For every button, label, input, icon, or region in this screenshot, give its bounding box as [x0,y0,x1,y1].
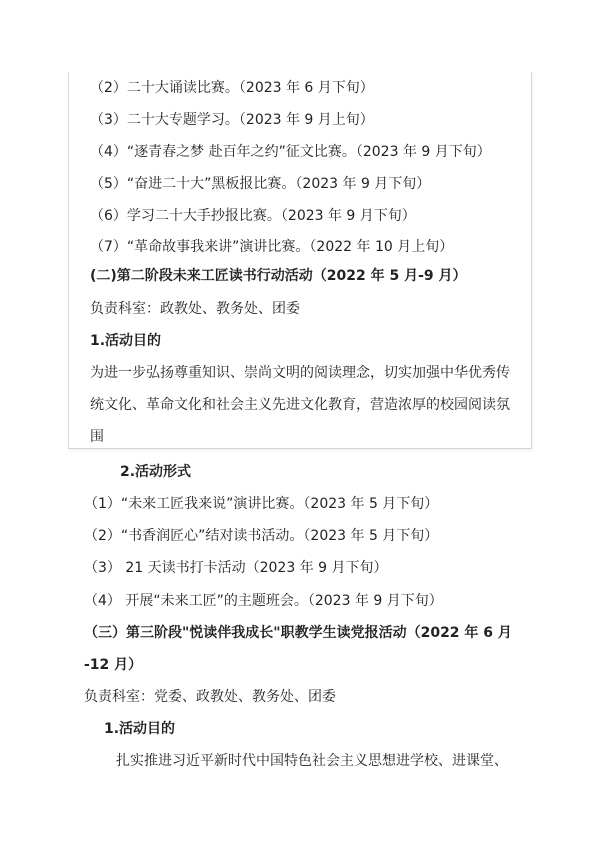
stage2-purpose-line-1: 为进一步弘扬尊重知识、崇尚文明的阅读理念，切实加强中华优秀传 [90,365,510,381]
stage3-heading-line-1: （三）第三阶段"悦读伴我成长"职教学生读党报活动（2022 年 6 月 [84,625,512,641]
stage1-item-4: （4）“逐青春之梦 赴百年之约”征文比赛。（2023 年 9 月下旬） [90,144,491,160]
stage2-purpose-title: 1.活动目的 [90,333,162,349]
stage3-purpose-title: 1.活动目的 [104,721,176,737]
stage2-purpose-line-2: 统文化、革命文化和社会主义先进文化教育，营造浓厚的校园阅读氛 [90,397,510,413]
stage1-item-6: （6）学习二十大手抄报比赛。（2023 年 9 月下旬） [90,208,416,224]
stage2-form-item-4: （4） 开展“未来工匠”的主题班会。（2023 年 9 月下旬） [84,593,443,609]
stage1-item-2: （2）二十大诵读比赛。（2023 年 6 月下旬） [90,80,374,96]
stage2-dept: 负责科室：政教处、教务处、团委 [90,301,300,317]
stage2-heading: (二)第二阶段未来工匠读书行动活动（2022 年 5 月-9 月） [90,268,467,284]
stage2-form-item-3: （3） 21 天读书打卡活动（2023 年 9 月下旬） [84,560,388,576]
stage3-heading-line-2: -12 月） [84,657,143,673]
stage2-form-item-2: （2）“书香润匠心”结对读书活动。（2023 年 5 月下旬） [84,528,439,544]
stage1-item-5: （5）“奋进二十大”黑板报比赛。（2023 年 9 月下旬） [90,176,431,192]
stage1-item-3: （3）二十大专题学习。（2023 年 9 月上旬） [90,112,374,128]
stage3-purpose-line-1: 扎实推进习近平新时代中国特色社会主义思想进学校、进课堂、 [116,753,508,769]
stage2-purpose-line-3: 围 [90,429,104,445]
stage1-item-7: （7）“革命故事我来讲”演讲比赛。（2022 年 10 月上旬） [90,239,454,255]
stage2-form-item-1: （1）“未来工匠我来说”演讲比赛。（2023 年 5 月下旬） [84,496,439,512]
stage3-dept: 负责科室：党委、政教处、教务处、团委 [84,689,336,705]
stage2-form-title: 2.活动形式 [120,464,192,480]
